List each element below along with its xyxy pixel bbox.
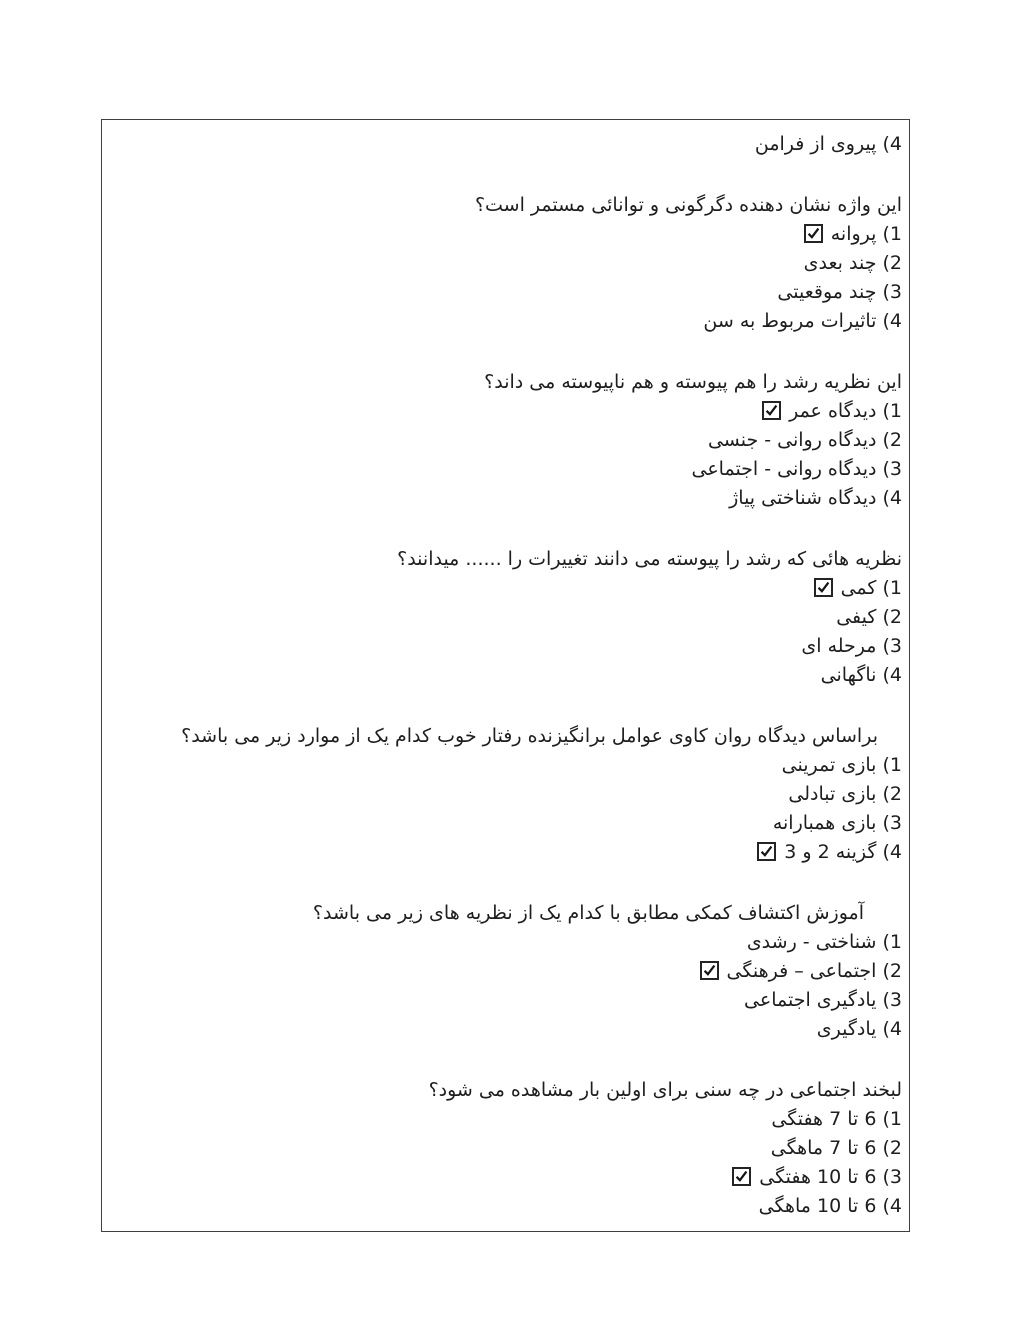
checked-checkbox-icon [757, 842, 776, 861]
checked-checkbox-icon [700, 961, 719, 980]
option-line [116, 484, 902, 513]
question-text: لبخند اجتماعی در چه سنی برای اولین بار مشاهده می شود؟ [428, 1079, 902, 1101]
quiz-document-frame [101, 119, 910, 1232]
question-block-2 [116, 368, 902, 513]
question-block-1 [116, 191, 902, 336]
option-label: 1) دیدگاه عمر [789, 400, 902, 422]
option-label: 1) شناختی - رشدی [746, 931, 902, 953]
checked-checkbox-icon [814, 578, 833, 597]
option-label: 4) ناگهانی [820, 664, 902, 686]
option-label: 4) دیدگاه شناختی پیاژ [729, 487, 902, 509]
option-label: 3) بازی همبارانه [772, 812, 902, 834]
checked-checkbox-icon [762, 401, 781, 420]
option-label: 1) کمی [840, 577, 902, 599]
question-block-6 [116, 1076, 902, 1221]
question-text: این واژه نشان دهنده دگرگونی و توانائی مستمر است؟ [474, 194, 902, 216]
option-label: 4) گزینه 2 و 3 [784, 841, 902, 863]
option-line [116, 307, 902, 336]
option-line [116, 1192, 902, 1221]
question-block-5 [116, 899, 902, 1044]
option-line [116, 603, 902, 632]
checked-checkbox-icon [804, 224, 823, 243]
check-mark [734, 1169, 749, 1184]
option-label: 2) چند بعدی [803, 252, 902, 274]
option-label: 3) 6 تا 10 هفتگی [759, 1166, 902, 1188]
check-mark [764, 403, 779, 418]
question-text: براساس دیدگاه روان کاوی عوامل برانگیزنده رفتار خوب کدام یک از موارد زیر می باشد؟ [181, 725, 878, 747]
option-line [116, 1015, 902, 1044]
option-label: 3) دیدگاه روانی - اجتماعی [691, 458, 902, 480]
option-line [116, 780, 902, 809]
option-label: 4) 6 تا 10 ماهگی [758, 1195, 902, 1217]
option-label: 4) پیروی از فرامن [754, 133, 902, 155]
option-label: 1) پروانه [830, 223, 902, 245]
option-line [116, 838, 902, 867]
option-label: 3) مرحله ای [801, 635, 902, 657]
option-label: 2) کیفی [836, 606, 902, 628]
check-mark [816, 580, 831, 595]
option-label: 4) یادگیری [816, 1018, 902, 1040]
check-mark [702, 963, 717, 978]
option-label: 1) 6 تا 7 هفتگی [771, 1108, 902, 1130]
option-label: 2) 6 تا 7 ماهگی [770, 1137, 902, 1159]
option-label: 3) چند موقعیتی [777, 281, 902, 303]
option-line [116, 1134, 902, 1163]
option-line [116, 130, 902, 159]
option-line [116, 455, 902, 484]
check-mark [759, 844, 774, 859]
option-line [116, 986, 902, 1015]
option-line [116, 278, 902, 307]
option-label: 2) بازی تبادلی [788, 783, 902, 805]
option-line [116, 661, 902, 690]
option-line [116, 632, 902, 661]
question-text: آموزش اکتشاف کمکی مطابق با کدام یک از نظریه های زیر می باشد؟ [312, 902, 864, 924]
checked-checkbox-icon [732, 1167, 751, 1186]
option-line [116, 751, 902, 780]
option-line [116, 957, 902, 986]
option-line [116, 574, 902, 603]
option-label: 2) دیدگاه روانی - جنسی [707, 429, 902, 451]
option-label: 1) بازی تمرینی [781, 754, 902, 776]
option-line [116, 397, 902, 426]
option-line [116, 809, 902, 838]
question-block-4 [116, 722, 902, 867]
check-mark [806, 226, 821, 241]
option-line [116, 426, 902, 455]
option-label: 2) اجتماعی – فرهنگی [726, 960, 902, 982]
question-block-3 [116, 545, 902, 690]
option-line [116, 220, 902, 249]
question-text: نظریه هائی که رشد را پیوسته می دانند تغییرات را ...... میدانند؟ [397, 548, 902, 570]
option-label: 3) یادگیری اجتماعی [744, 989, 902, 1011]
option-line [116, 1163, 902, 1192]
option-line [116, 249, 902, 278]
option-line [116, 928, 902, 957]
option-line [116, 1105, 902, 1134]
option-label: 4) تاثیرات مربوط به سن [703, 310, 902, 332]
question-text: این نظریه رشد را هم پیوسته و هم ناپیوسته می داند؟ [484, 371, 902, 393]
